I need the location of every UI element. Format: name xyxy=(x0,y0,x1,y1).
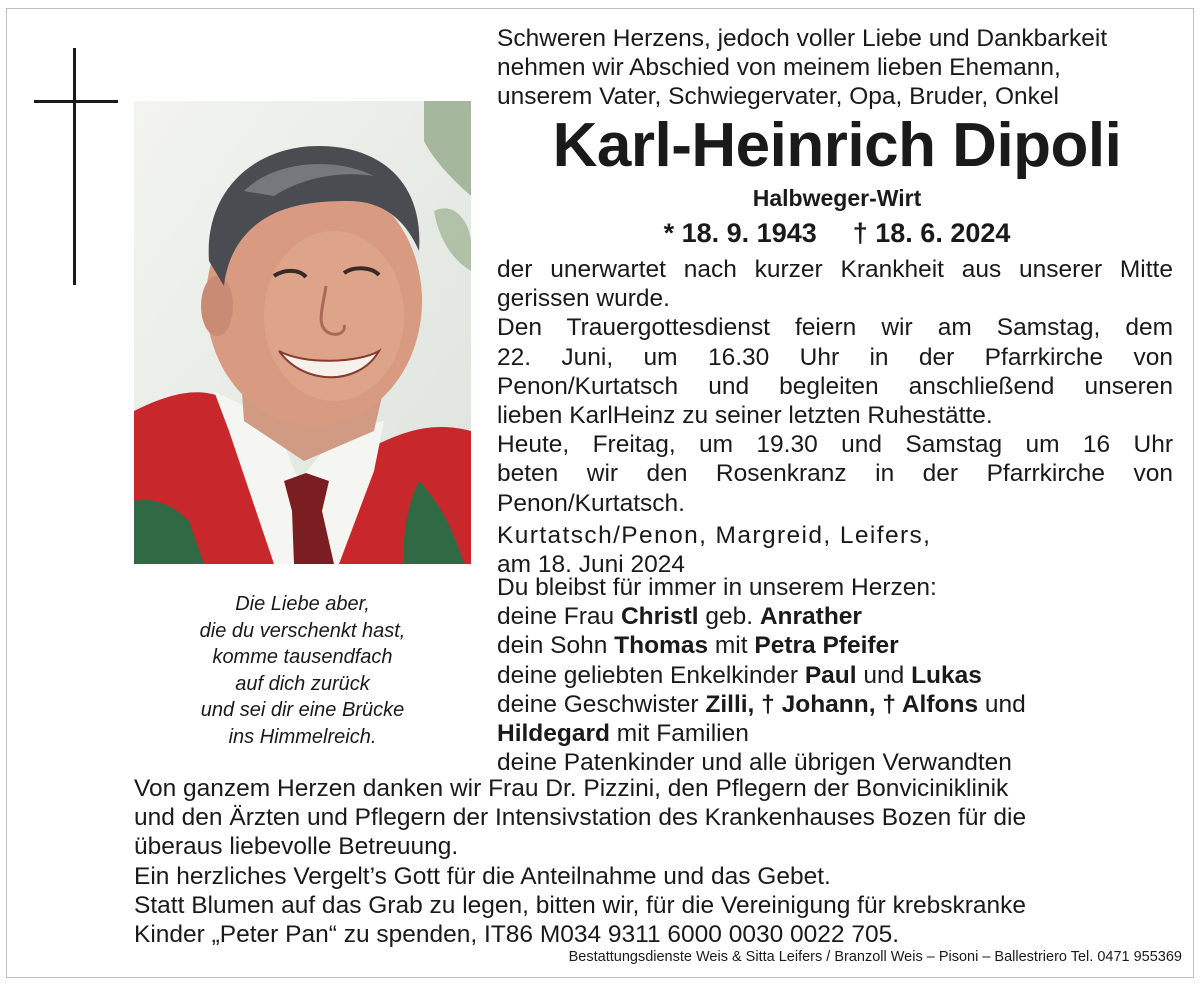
date-line: am 18. Juni 2024 xyxy=(497,551,685,579)
intro-line: Schweren Herzens, jedoch voller Liebe und Dankbarkeit xyxy=(497,25,1108,52)
family-line-wife: deine Frau Christl geb. Anrather xyxy=(497,603,862,631)
thanks-line: und den Ärzten und Pflegern der Intensivstation des Krankenhauses Bozen für die xyxy=(134,804,1027,832)
family-line-relatives: deine Patenkinder und alle übrigen Verwandten xyxy=(497,749,1012,777)
funeral-home-footer: Bestattungsdienste Weis & Sitta Leifers / Branzoll Weis – Pisoni – Ballestriero Tel. 0471 955369 xyxy=(568,949,1182,965)
poem xyxy=(134,591,471,750)
thanks-line: Von ganzem Herzen danken wir Frau Dr. Pizzini, den Pflegern der Bonviciniklinik xyxy=(134,775,1009,802)
poem-line: komme tausendfach xyxy=(212,646,393,668)
family-line-siblings-cont: Hildegard mit Familien xyxy=(497,720,749,748)
poem-line: die du verschenkt hast, xyxy=(199,619,406,642)
thanks-line: Statt Blumen auf das Grab zu legen, bitten wir, für die Vereinigung für krebskranke xyxy=(134,891,1027,919)
cross-icon-horizontal xyxy=(34,100,118,103)
thanks-text xyxy=(134,774,1174,949)
birth-date: * 18. 9. 1943 xyxy=(663,218,817,248)
body-line: Den Trauergottesdienst feiern wir am Samstag, dem xyxy=(497,314,1173,342)
thanks-line: überaus liebevolle Betreuung. xyxy=(134,833,459,861)
body-line: Penon/Kurtatsch. xyxy=(497,489,685,517)
life-dates xyxy=(497,216,1177,250)
body-line: 22. Juni, um 16.30 Uhr in der Pfarrkirche von xyxy=(497,343,1173,371)
body-line: der unerwartet nach kurzer Krankheit aus unserer Mitte xyxy=(497,256,1173,283)
family-line-siblings: deine Geschwister Zilli, † Johann, † Alfons und xyxy=(497,690,1026,718)
body-line: Penon/Kurtatsch und begleiten anschließend unseren xyxy=(497,372,1173,400)
body-line: gerissen wurde. xyxy=(497,285,670,313)
family-intro: Du bleibst für immer in unserem Herzen: xyxy=(497,574,937,601)
poem-line: auf dich zurück xyxy=(235,672,370,695)
poem-line: und sei dir eine Brücke xyxy=(200,699,405,721)
intro-line: unserem Vater, Schwiegervater, Opa, Bruder, Onkel xyxy=(497,83,1059,110)
family-list xyxy=(497,573,1173,777)
death-date: † 18. 6. 2024 xyxy=(852,218,1011,248)
body-line: Heute, Freitag, um 19.30 und Samstag um 16 Uhr xyxy=(497,431,1173,459)
cross-icon-vertical xyxy=(73,48,76,285)
intro-line: nehmen wir Abschied von meinem lieben Ehemann, xyxy=(497,54,1061,81)
thanks-line: Kinder „Peter Pan“ zu spenden, IT86 M034 9311 6000 0030 0022 705. xyxy=(134,921,900,949)
family-line-son: dein Sohn Thomas mit Petra Pfeifer xyxy=(497,632,899,660)
poem-line: ins Himmelreich. xyxy=(228,725,377,748)
deceased-name: Karl-Heinrich Dipoli xyxy=(552,111,1122,180)
poem-line: Die Liebe aber, xyxy=(235,593,370,615)
announcement-body xyxy=(497,255,1173,579)
intro-text xyxy=(497,24,1177,111)
deceased-subtitle: Halbweger-Wirt xyxy=(752,185,922,211)
body-line: lieben KarlHeinz zu seiner letzten Ruhestätte. xyxy=(497,402,993,430)
portrait-photo xyxy=(134,101,471,564)
family-line-grandchildren: deine geliebten Enkelkinder Paul und Lukas xyxy=(497,661,982,689)
body-line: beten wir den Rosenkranz in der Pfarrkirche von xyxy=(497,460,1173,488)
place-line: Kurtatsch/Penon, Margreid, Leifers, xyxy=(497,521,932,549)
thanks-line: Ein herzliches Vergelt’s Gott für die Anteilnahme und das Gebet. xyxy=(134,862,831,890)
